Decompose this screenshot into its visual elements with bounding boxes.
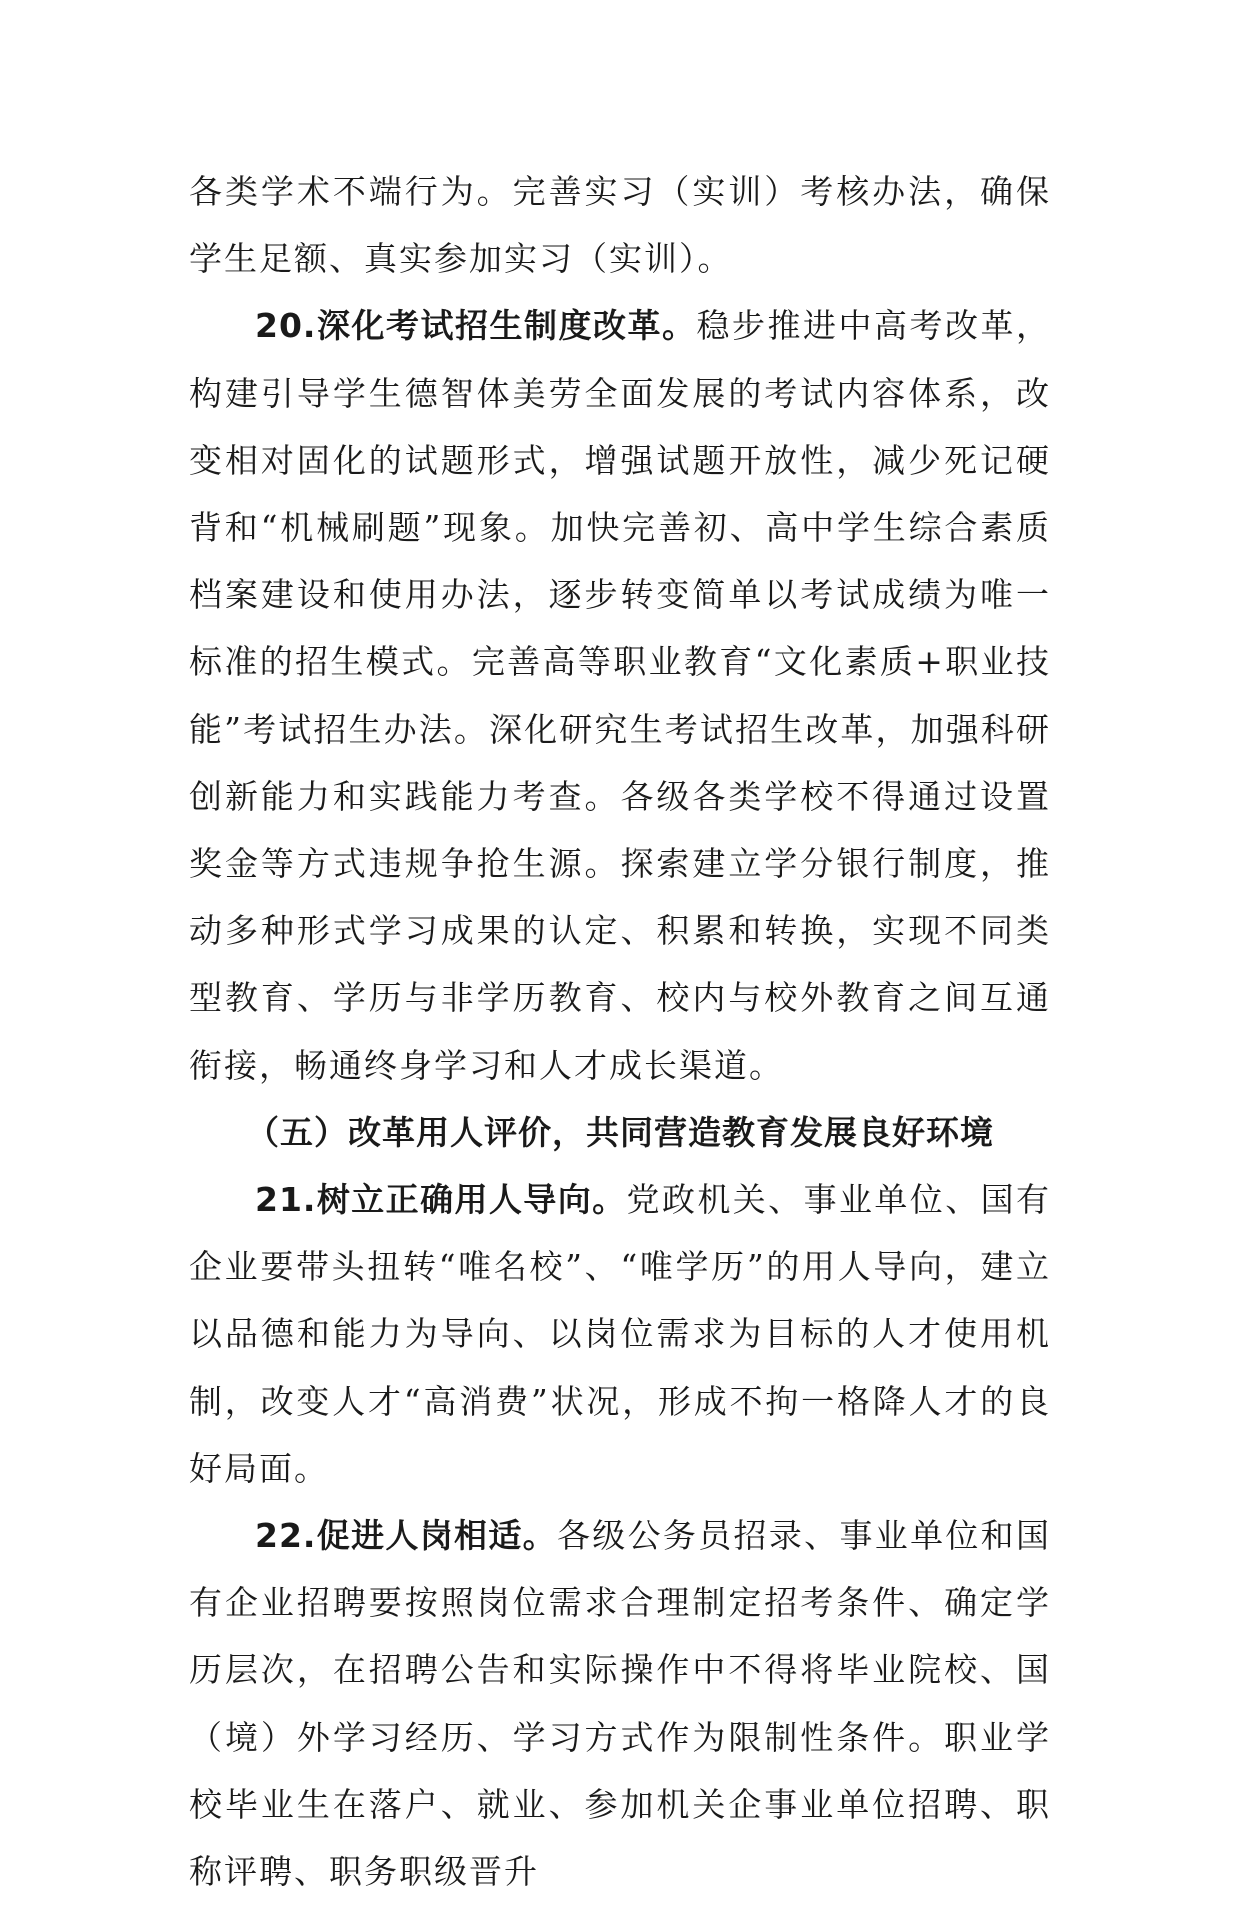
- section-5-heading: （五）改革用人评价，共同营造教育发展良好环境: [246, 1112, 994, 1152]
- item-21-body: 党政机关、事业单位、国有企业要带头扭转“唯名校”、“唯学历”的用人导向，建立以品德和能力为导向、以岗位需求为目标的人才使用机制，改变人才“高消费”状况，形成不拘一格降人才的良好局面。: [189, 1180, 1051, 1488]
- item-22-paragraph: [189, 1502, 1051, 1905]
- document-body: [189, 158, 1051, 1905]
- item-20-heading: 20.深化考试招生制度改革。: [255, 306, 697, 346]
- item-22-heading: 22.促进人岗相适。: [255, 1516, 557, 1556]
- item-22-body: 各级公务员招录、事业单位和国有企业招聘要按照岗位需求合理制定招考条件、确定学历层次，在招聘公告和实际操作中不得将毕业院校、国（境）外学习经历、学习方式作为限制性条件。职业学校毕业生在落户、就业、参加机关企事业单位招聘、职称评聘、职务职级晋升: [189, 1516, 1051, 1892]
- item-21-paragraph: [189, 1166, 1051, 1502]
- item-20-body: 稳步推进中高考改革，构建引导学生德智体美劳全面发展的考试内容体系，改变相对固化的试题形式，增强试题开放性，减少死记硬背和“机械刷题”现象。加快完善初、高中学生综合素质档案建设和使用办法，逐步转变简单以考试成绩为唯一标准的招生模式。完善高等职业教育“文化素质+职业技能”考试招生办法。深化研究生考试招生改革，加强科研创新能力和实践能力考查。各级各类学校不得通过设置奖金等方式违规争抢生源。探索建立学分银行制度，推动多种形式学习成果的认定、积累和转换，实现不同类型教育、学历与非学历教育、校内与校外教育之间互通衔接，畅通终身学习和人才成长渠道。: [189, 306, 1051, 1085]
- item-21-heading: 21.树立正确用人导向。: [255, 1180, 627, 1220]
- intro-paragraph: 各类学术不端行为。完善实习（实训）考核办法，确保学生足额、真实参加实习（实训）。: [189, 172, 1051, 279]
- item-20-paragraph: [189, 292, 1051, 1098]
